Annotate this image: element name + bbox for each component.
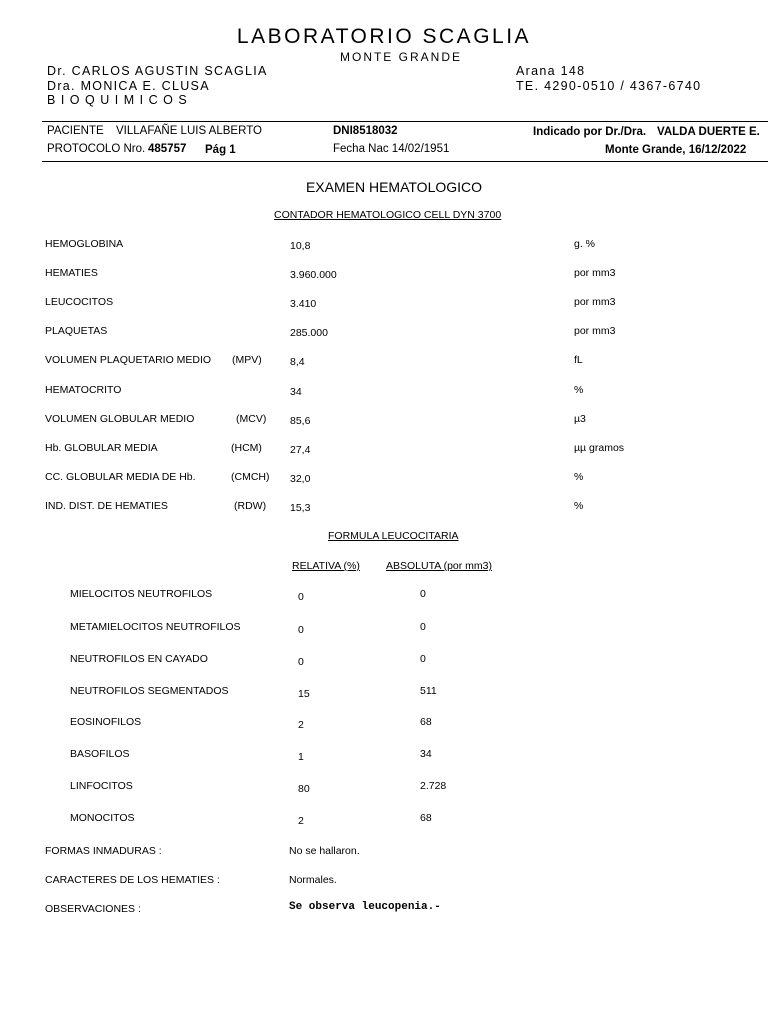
header-bottom-rule [42,161,768,162]
result-unit: % [574,471,584,483]
result-value: 285.000 [290,327,328,339]
exam-title: EXAMEN HEMATOLOGICO [305,179,483,195]
red-cell-characters-value: Normales. [289,874,337,886]
lab-phone: TE. 4290-0510 / 4367-6740 [516,79,702,93]
formula-cell-name: BASOFILOS [70,748,130,760]
result-abbreviation: (MPV) [232,354,262,366]
result-unit: por mm3 [574,325,616,337]
result-abbreviation: (RDW) [234,500,267,512]
result-unit: por mm3 [574,267,616,279]
result-name: HEMATIES [45,267,98,279]
result-value: 10,8 [290,240,311,252]
result-unit: por mm3 [574,296,616,308]
laboratory-name: LABORATORIO SCAGLIA [236,25,532,48]
doctor-2: Dra. MONICA E. CLUSA [47,79,210,93]
protocol-label: PROTOCOLO Nro. [47,143,146,155]
result-abbreviation: (CMCH) [231,471,270,483]
formula-relative-value: 80 [298,783,310,795]
formula-absolute-value: 0 [420,588,426,600]
doctor-1: Dr. CARLOS AGUSTIN SCAGLIA [47,64,268,78]
formula-cell-name: NEUTROFILOS SEGMENTADOS [70,685,229,697]
result-unit: µµ gramos [574,442,625,454]
formula-cell-name: EOSINOFILOS [70,716,142,728]
formula-relative-value: 1 [298,751,304,763]
formula-absolute-value: 511 [420,685,437,697]
counter-subtitle: CONTADOR HEMATOLOGICO CELL DYN 3700 [274,209,502,221]
referring-doctor: VALDA DUERTE E. [657,126,760,138]
formula-relative-value: 2 [298,719,304,731]
patient-name: VILLAFAÑE LUIS ALBERTO [116,125,262,137]
result-name: PLAQUETAS [45,325,108,337]
lab-address: Arana 148 [516,64,586,78]
laboratory-city: MONTE GRANDE [339,50,462,64]
formula-relative-value: 15 [298,688,310,700]
result-name: VOLUMEN GLOBULAR MEDIO [45,413,195,425]
header-top-rule [42,121,768,122]
formula-relative-value: 0 [298,656,304,668]
formula-absolute-value: 34 [420,748,432,760]
formula-absolute-value: 68 [420,812,432,824]
page-number: Pág 1 [205,144,236,156]
result-name: Hb. GLOBULAR MEDIA [45,442,158,454]
result-value: 32,0 [290,473,311,485]
formula-relative-value: 0 [298,624,304,636]
observations-label: OBSERVACIONES : [45,903,141,915]
result-value: 3.960.000 [290,269,337,281]
result-value: 15,3 [290,502,311,514]
immature-forms-label: FORMAS INMADURAS : [45,845,162,857]
result-unit: fL [574,354,583,366]
result-name: CC. GLOBULAR MEDIA DE Hb. [45,471,196,483]
result-name: LEUCOCITOS [45,296,114,308]
result-name: VOLUMEN PLAQUETARIO MEDIO [45,354,212,366]
formula-absolute-value: 0 [420,653,426,665]
formula-relative-value: 2 [298,815,304,827]
observations-value: Se observa leucopenia.- [289,901,441,913]
patient-dni: DNI8518032 [333,125,398,137]
result-value: 34 [290,386,302,398]
protocol-number: 485757 [148,143,187,155]
result-value: 3.410 [290,298,317,310]
result-name: HEMATOCRITO [45,384,122,396]
formula-cell-name: METAMIELOCITOS NEUTROFILOS [70,621,241,633]
result-unit: % [574,500,584,512]
profession: BIOQUIMICOS [47,93,193,107]
immature-forms-value: No se hallaron. [289,845,360,857]
result-abbreviation: (MCV) [236,413,267,425]
absolute-header: ABSOLUTA (por mm3) [386,560,492,572]
patient-label: PACIENTE [47,125,104,137]
formula-relative-value: 0 [298,591,304,603]
result-unit: µ3 [574,413,586,425]
result-value: 8,4 [290,356,305,368]
result-abbreviation: (HCM) [231,442,262,454]
birth-date: Fecha Nac 14/02/1951 [333,143,450,155]
formula-absolute-value: 0 [420,621,426,633]
formula-cell-name: MIELOCITOS NEUTROFILOS [70,588,213,600]
result-value: 85,6 [290,415,311,427]
indicated-by-label: Indicado por Dr./Dra. [533,126,647,138]
formula-absolute-value: 2.728 [420,780,447,792]
formula-cell-name: MONOCITOS [70,812,135,824]
formula-title: FORMULA LEUCOCITARIA [328,530,459,542]
place-and-date: Monte Grande, 16/12/2022 [605,144,747,156]
relative-header: RELATIVA (%) [292,560,360,572]
formula-absolute-value: 68 [420,716,432,728]
result-value: 27,4 [290,444,311,456]
result-name: HEMOGLOBINA [45,238,124,250]
result-unit: % [574,384,584,396]
result-unit: g. % [574,238,596,250]
formula-cell-name: NEUTROFILOS EN CAYADO [70,653,208,665]
red-cell-characters-label: CARACTERES DE LOS HEMATIES : [45,874,220,886]
formula-cell-name: LINFOCITOS [70,780,133,792]
result-name: IND. DIST. DE HEMATIES [45,500,168,512]
